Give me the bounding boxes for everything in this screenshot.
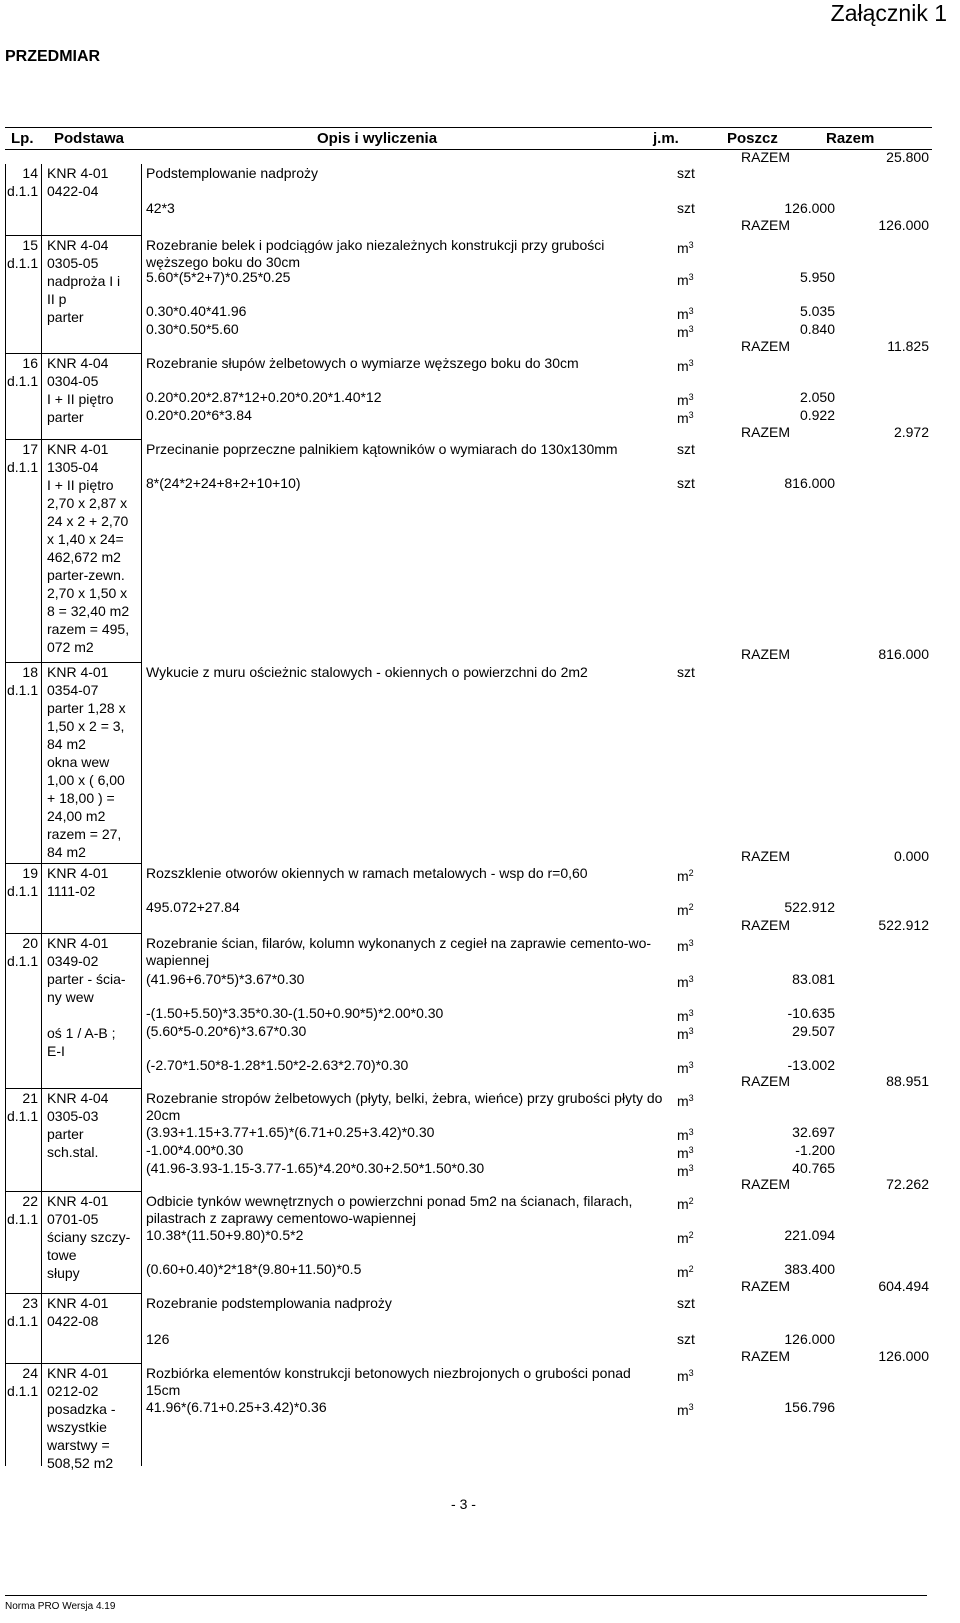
calc-expression: 0.30*0.40*41.96: [146, 303, 247, 319]
item-description: Rozszklenie otworów okiennych w ramach metalowych - wsp do r=0,60: [146, 865, 588, 881]
item-description: Podstemplowanie nadproży: [146, 165, 318, 181]
item-description: Odbicie tynków wewnętrznych o powierzchni ponad 5m2 na ścianach, filarach, pilastrach z zaprawy cementowo-wapiennej: [146, 1193, 633, 1226]
item-podstawa-line: KNR 4-04: [47, 1090, 109, 1106]
razem-label: RAZEM: [741, 917, 790, 933]
calc-expression: (0.60+0.40)*2*18*(9.80+11.50)*0.5: [146, 1261, 362, 1277]
item-d-code: d.1.1: [7, 1211, 39, 1227]
calc-partial-value: 83.081: [792, 971, 835, 987]
razem-value: 88.951: [886, 1073, 929, 1089]
calc-partial-value: -13.002: [787, 1057, 835, 1073]
item-podstawa-line: KNR 4-01: [47, 165, 109, 181]
calc-expression: 0.20*0.20*2.87*12+0.20*0.20*1.40*12: [146, 389, 382, 405]
calc-partial-value: 126.000: [784, 1331, 835, 1347]
razem-label: RAZEM: [741, 1073, 790, 1089]
item-podstawa-line: ściany szczy-: [47, 1229, 131, 1245]
calc-partial-value: 5.035: [799, 303, 835, 319]
item-description: Przecinanie poprzeczne palnikiem kątowników o wymiarach do 130x130mm: [146, 441, 618, 457]
item-number: 23: [22, 1295, 38, 1311]
item-podstawa-line: 0349-02: [47, 953, 99, 969]
item-number: 22: [22, 1193, 38, 1209]
item-podstawa-line: 24,00 m2: [47, 808, 106, 824]
item-podstawa-line: 24 x 2 + 2,70: [47, 513, 129, 529]
calc-partial-value: 126.000: [784, 200, 835, 216]
item-description: Rozebranie podstemplowania nadproży: [146, 1295, 392, 1311]
calc-partial-value: 32.697: [792, 1124, 835, 1140]
item-podstawa-line: KNR 4-04: [47, 355, 109, 371]
item-podstawa-line: 072 m2: [47, 639, 94, 655]
item-unit: $m^2$: [677, 868, 694, 884]
calc-expression: 126: [146, 1331, 170, 1347]
item-podstawa-line: 2,70 x 1,50 x: [47, 585, 128, 601]
item-podstawa-line: 84 m2: [47, 736, 86, 752]
item-podstawa-line: 0701-05: [47, 1211, 99, 1227]
calc-unit: $m^3$: [677, 392, 694, 408]
item-unit: szt: [677, 441, 695, 457]
calc-expression: 5.60*(5*2+7)*0.25*0.25: [146, 269, 291, 285]
item-podstawa-line: KNR 4-01: [47, 865, 109, 881]
razem-label: RAZEM: [741, 424, 790, 440]
item-unit: $m^3$: [677, 938, 694, 954]
item-podstawa-line: razem = 27,: [47, 826, 122, 842]
item-podstawa-line: 0354-07: [47, 682, 99, 698]
item-d-code: d.1.1: [7, 1108, 39, 1124]
item-podstawa-line: okna wew: [47, 754, 110, 770]
calc-partial-value: 221.094: [784, 1227, 835, 1243]
item-podstawa-line: parter: [47, 1126, 84, 1142]
razem-label: RAZEM: [741, 1176, 790, 1192]
razem-label: RAZEM: [741, 338, 790, 354]
item-unit: $m^2$: [677, 1196, 694, 1212]
calc-unit: szt: [677, 1331, 695, 1347]
item-podstawa-line: KNR 4-04: [47, 237, 109, 253]
razem-label: RAZEM: [741, 217, 790, 233]
item-podstawa-line: 8 = 32,40 m2: [47, 603, 130, 619]
item-podstawa-line: + 18,00 ) =: [47, 790, 115, 806]
attachment-label: Załącznik 1: [830, 0, 947, 26]
item-podstawa-line: 1,00 x ( 6,00: [47, 772, 125, 788]
calc-expression: 0.30*0.50*5.60: [146, 321, 239, 337]
item-unit: $m^3$: [677, 1093, 694, 1109]
item-number: 14: [22, 165, 38, 181]
calc-partial-value: 816.000: [784, 475, 835, 491]
lp-podstawa-divider: [41, 164, 42, 1466]
carry-razem-value: 25.800: [886, 149, 929, 165]
razem-value: 816.000: [878, 646, 929, 662]
item-podstawa-line: I + II piętro: [47, 477, 114, 493]
calc-unit: $m^2$: [677, 902, 694, 918]
razem-label: RAZEM: [741, 848, 790, 864]
item-unit: szt: [677, 664, 695, 680]
item-podstawa-line: 1,50 x 2 = 3,: [47, 718, 125, 734]
calc-expression: 0.20*0.20*6*3.84: [146, 407, 252, 423]
calc-unit: $m^3$: [677, 1163, 694, 1179]
item-podstawa-line: wszystkie: [47, 1419, 107, 1435]
item-d-code: d.1.1: [7, 255, 39, 271]
calc-expression: (41.96-3.93-1.15-3.77-1.65)*4.20*0.30+2.50*1.50*0.30: [146, 1160, 485, 1176]
item-podstawa-line: 1305-04: [47, 459, 99, 475]
item-podstawa-line: parter 1,28 x: [47, 700, 126, 716]
calc-unit: $m^3$: [677, 1402, 694, 1418]
item-unit: $m^3$: [677, 358, 694, 374]
page-number: - 3 -: [451, 1496, 476, 1512]
item-podstawa-line: KNR 4-01: [47, 441, 109, 457]
item-podstawa-line: I + II piętro: [47, 391, 114, 407]
table-header: [5, 127, 932, 150]
item-podstawa-line: E-I: [47, 1043, 65, 1059]
item-number: 18: [22, 664, 38, 680]
calc-partial-value: -1.200: [795, 1142, 835, 1158]
item-podstawa-line: 1111-02: [47, 883, 96, 899]
item-number: 20: [22, 935, 38, 951]
calc-unit: $m^2$: [677, 1230, 694, 1246]
razem-value: 72.262: [886, 1176, 929, 1192]
calc-partial-value: 522.912: [784, 899, 835, 915]
item-d-code: d.1.1: [7, 953, 39, 969]
calc-unit: $m^3$: [677, 324, 694, 340]
footer-divider: [5, 1595, 927, 1596]
calc-partial-value: 0.922: [799, 407, 835, 423]
item-podstawa-line: 0422-04: [47, 183, 99, 199]
header-podstawa: Podstawa: [54, 130, 125, 147]
item-podstawa-line: oś 1 / A-B ;: [47, 1025, 116, 1041]
calc-partial-value: 29.507: [792, 1023, 835, 1039]
calc-unit: $m^3$: [677, 1145, 694, 1161]
calc-expression: 495.072+27.84: [146, 899, 240, 915]
item-podstawa-line: słupy: [47, 1265, 80, 1281]
item-description: Rozebranie belek i podciągów jako niezależnych konstrukcji przy grubości węższego boku do 30cm: [146, 237, 605, 270]
razem-value: 126.000: [878, 1348, 929, 1364]
razem-value: 522.912: [878, 917, 929, 933]
item-description: Wykucie z muru ościeżnic stalowych - okiennych o powierzchni do 2m2: [146, 664, 588, 680]
calc-expression: 41.96*(6.71+0.25+3.42)*0.36: [146, 1399, 327, 1415]
calc-expression: (5.60*5-0.20*6)*3.67*0.30: [146, 1023, 307, 1039]
item-podstawa-line: 84 m2: [47, 844, 86, 860]
item-podstawa-line: nadproża I i: [47, 273, 121, 289]
item-description: Rozebranie stropów żelbetowych (płyty, belki, żebra, wieńce) przy grubości płyty do 20cm: [146, 1090, 663, 1123]
calc-unit: $m^3$: [677, 1127, 694, 1143]
item-podstawa-line: ny wew: [47, 989, 94, 1005]
header-poszcz: Poszcz: [727, 130, 778, 147]
item-podstawa-line: KNR 4-01: [47, 1365, 109, 1381]
item-podstawa-line: 0305-05: [47, 255, 99, 271]
item-podstawa-line: 508,52 m2: [47, 1455, 114, 1471]
razem-label: RAZEM: [741, 646, 790, 662]
calc-unit: $m^3$: [677, 1026, 694, 1042]
carry-razem-label: RAZEM: [741, 149, 790, 165]
item-number: 21: [22, 1090, 38, 1106]
calc-partial-value: 0.840: [799, 321, 835, 337]
document-title: PRZEDMIAR: [5, 48, 101, 65]
calc-unit: $m^3$: [677, 272, 694, 288]
calc-unit: szt: [677, 475, 695, 491]
header-lp: Lp.: [11, 130, 34, 147]
calc-expression: (41.96+6.70*5)*3.67*0.30: [146, 971, 305, 987]
item-podstawa-line: 0304-05: [47, 373, 99, 389]
item-number: 15: [22, 237, 38, 253]
item-podstawa-line: razem = 495,: [47, 621, 130, 637]
calc-partial-value: 383.400: [784, 1261, 835, 1277]
item-description: Rozbiórka elementów konstrukcji betonowych niezbrojonych o grubości ponad 15cm: [146, 1365, 631, 1398]
item-podstawa-line: KNR 4-01: [47, 935, 109, 951]
calc-expression: -1.00*4.00*0.30: [146, 1142, 244, 1158]
item-podstawa-line: sch.stal.: [47, 1144, 99, 1160]
item-number: 24: [22, 1365, 38, 1381]
item-number: 19: [22, 865, 38, 881]
item-d-code: d.1.1: [7, 183, 39, 199]
calc-expression: -(1.50+5.50)*3.35*0.30-(1.50+0.90*5)*2.00*0.30: [146, 1005, 444, 1021]
calc-unit: $m^3$: [677, 410, 694, 426]
item-podstawa-line: II p: [47, 291, 67, 307]
calc-expression: 8*(24*2+24+8+2+10+10): [146, 475, 301, 491]
item-unit: $m^3$: [677, 1368, 694, 1384]
header-jm: j.m.: [653, 130, 679, 147]
item-description: Rozebranie ścian, filarów, kolumn wykonanych z cegieł na zaprawie cemento-wo-wapiennej: [146, 935, 652, 968]
calc-unit: $m^3$: [677, 974, 694, 990]
item-podstawa-line: parter-zewn.: [47, 567, 125, 583]
razem-value: 2.972: [893, 424, 929, 440]
item-unit: szt: [677, 1295, 695, 1311]
calc-expression: (-2.70*1.50*8-1.28*1.50*2-2.63*2.70)*0.30: [146, 1057, 409, 1073]
podstawa-opis-divider: [141, 164, 142, 1466]
calc-expression: 42*3: [146, 200, 175, 216]
item-podstawa-line: 462,672 m2: [47, 549, 121, 565]
header-opis: Opis i wyliczenia: [317, 130, 438, 147]
footer-text: Norma PRO Wersja 4.19: [5, 1601, 116, 1612]
calc-unit: $m^3$: [677, 306, 694, 322]
calc-unit: szt: [677, 200, 695, 216]
item-podstawa-line: 2,70 x 2,87 x: [47, 495, 128, 511]
item-podstawa-line: parter: [47, 409, 84, 425]
item-d-code: d.1.1: [7, 373, 39, 389]
item-number: 17: [22, 441, 38, 457]
item-podstawa-line: KNR 4-01: [47, 664, 109, 680]
calc-partial-value: 2.050: [799, 389, 835, 405]
item-number: 16: [22, 355, 38, 371]
calc-partial-value: -10.635: [787, 1005, 835, 1021]
calc-partial-value: 5.950: [799, 269, 835, 285]
calc-unit: $m^2$: [677, 1264, 694, 1280]
item-podstawa-line: towe: [47, 1247, 77, 1263]
item-d-code: d.1.1: [7, 682, 39, 698]
item-podstawa-line: 0305-03: [47, 1108, 99, 1124]
item-podstawa-line: x 1,40 x 24=: [47, 531, 124, 547]
calc-partial-value: 40.765: [792, 1160, 835, 1176]
razem-value: 0.000: [893, 848, 929, 864]
item-d-code: d.1.1: [7, 883, 39, 899]
item-podstawa-line: warstwy =: [47, 1437, 110, 1453]
item-description: Rozebranie słupów żelbetowych o wymiarze węższego boku do 30cm: [146, 355, 579, 371]
razem-label: RAZEM: [741, 1278, 790, 1294]
calc-expression: 10.38*(11.50+9.80)*0.5*2: [146, 1227, 304, 1243]
calc-partial-value: 156.796: [784, 1399, 835, 1415]
calc-unit: $m^3$: [677, 1008, 694, 1024]
item-d-code: d.1.1: [7, 1313, 39, 1329]
razem-value: 11.825: [887, 338, 929, 354]
item-podstawa-line: 0212-02: [47, 1383, 99, 1399]
item-podstawa-line: parter - ścia-: [47, 971, 126, 987]
razem-value: 126.000: [878, 217, 929, 233]
item-d-code: d.1.1: [7, 1383, 39, 1399]
calc-expression: (3.93+1.15+3.77+1.65)*(6.71+0.25+3.42)*0.30: [146, 1124, 435, 1140]
item-d-code: d.1.1: [7, 459, 39, 475]
header-razem: Razem: [826, 130, 875, 147]
item-podstawa-line: KNR 4-01: [47, 1193, 109, 1209]
item-podstawa-line: 0422-08: [47, 1313, 99, 1329]
item-unit: $m^3$: [677, 240, 694, 256]
item-podstawa-line: posadzka -: [47, 1401, 116, 1417]
item-podstawa-line: parter: [47, 309, 84, 325]
razem-value: 604.494: [878, 1278, 929, 1294]
calc-unit: $m^3$: [677, 1060, 694, 1076]
razem-label: RAZEM: [741, 1348, 790, 1364]
item-podstawa-line: KNR 4-01: [47, 1295, 109, 1311]
item-unit: szt: [677, 165, 695, 181]
